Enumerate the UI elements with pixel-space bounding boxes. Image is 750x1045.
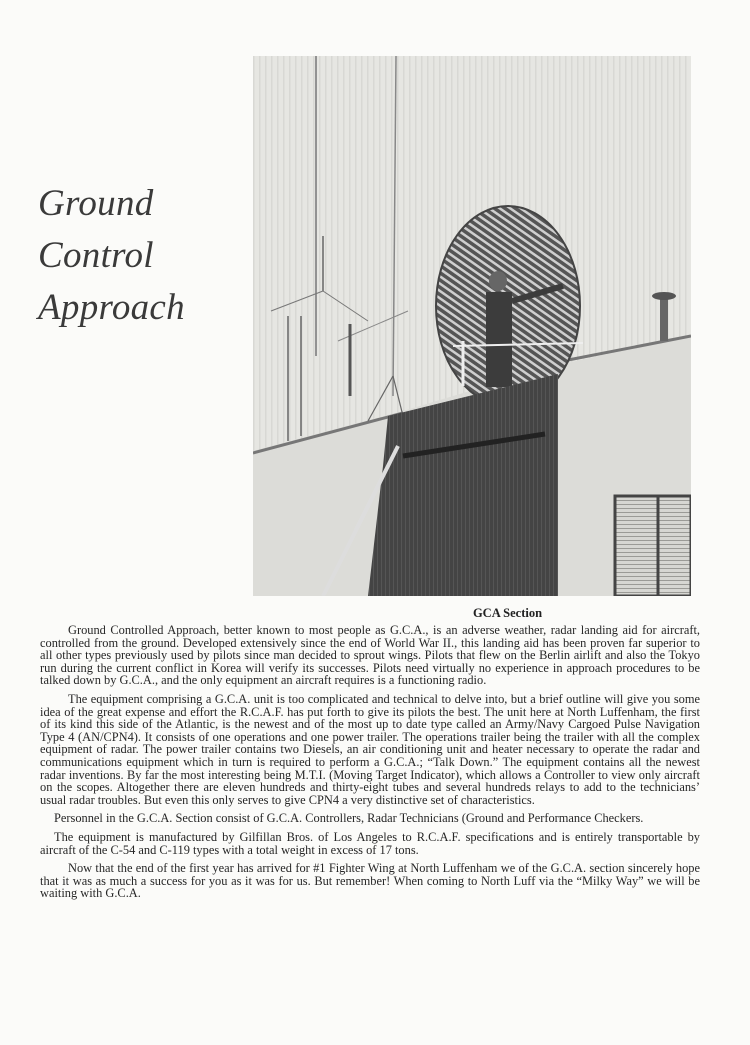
title-line-3: Approach xyxy=(38,287,185,328)
paragraph-personnel: Personnel in the G.C.A. Section consist of G.C.A. Controllers, Radar Technicians (Ground and Performance Checkers. xyxy=(54,811,644,826)
page-title xyxy=(38,178,238,334)
title-line-1: Ground xyxy=(38,183,154,224)
paragraph-equipment: The equipment comprising a G.C.A. unit is too complicated and technical to delve into, but a brief outline will give you some idea of the great expense and effort the R.C.A.F. has put forth to give its pilots the best. The unit here at North Luffenham, the first of its kind this side of the Atlantic, is the newest and of the most up to date type called an Army/Navy Cargoed Pulse Navigation Type 4 (AN/CPN4). It consists of one operations and one power trailer. The operations trailer being the trailer with all the complex equipment of radar. The power trailer contains two Diesels, an air conditioning unit and heater necessary to operate the radar and communications equipment which in turn is required to perform a G.C.A.; “Talk Down.” The equipment contains all the newest radar inventions. By far the most interesting being M.T.I. (Moving Target Indicator), which allows a Controller to view only aircraft on the scopes. Altogether there are eleven hundreds and thirty-eight tubes and several hundreds relays to add to the technicians’ usual radar troubles. But even this only serves to give CPN4 a very distinctive set of characteristics. xyxy=(40,691,700,807)
title-line-2: Control xyxy=(38,235,154,276)
section-heading: GCA Section xyxy=(472,606,543,620)
paragraph-closing: Now that the end of the first year has arrived for #1 Fighter Wing at North Luffenham we of the G.C.A. section sincerely hope that it was as much a success for you as it was for us. But remember! When coming to North Luff via the “Milky Way” we will be waiting with G.C.A. xyxy=(40,861,700,901)
paragraph-manufacturer: The equipment is manufactured by Gilfillan Bros. of Los Angeles to R.C.A.F. specifications and is entirely transportable by aircraft of the C-54 and C-119 types with a total weight in excess of 17 tons. xyxy=(40,829,700,857)
radar-photo xyxy=(253,56,691,596)
radar-dish-photo-illustration xyxy=(253,56,691,596)
article-body xyxy=(40,624,700,906)
paragraph-intro: Ground Controlled Approach, better known to most people as G.C.A., is an adverse weather, radar landing aid for aircraft, controlled from the ground. Developed extensively since the end of World War II., this landing aid has been proven far superior to all other types previously used by pilots since man decided to sprout wings. Pilots that flew on the Berlin airlift and also the Tokyo run during the current conflict in Korea will verify its successes. Pilots need virtually no experience in approach procedures to be talked down by G.C.A., and the only equipment an aircraft requires is a functioning radio. xyxy=(40,623,700,688)
